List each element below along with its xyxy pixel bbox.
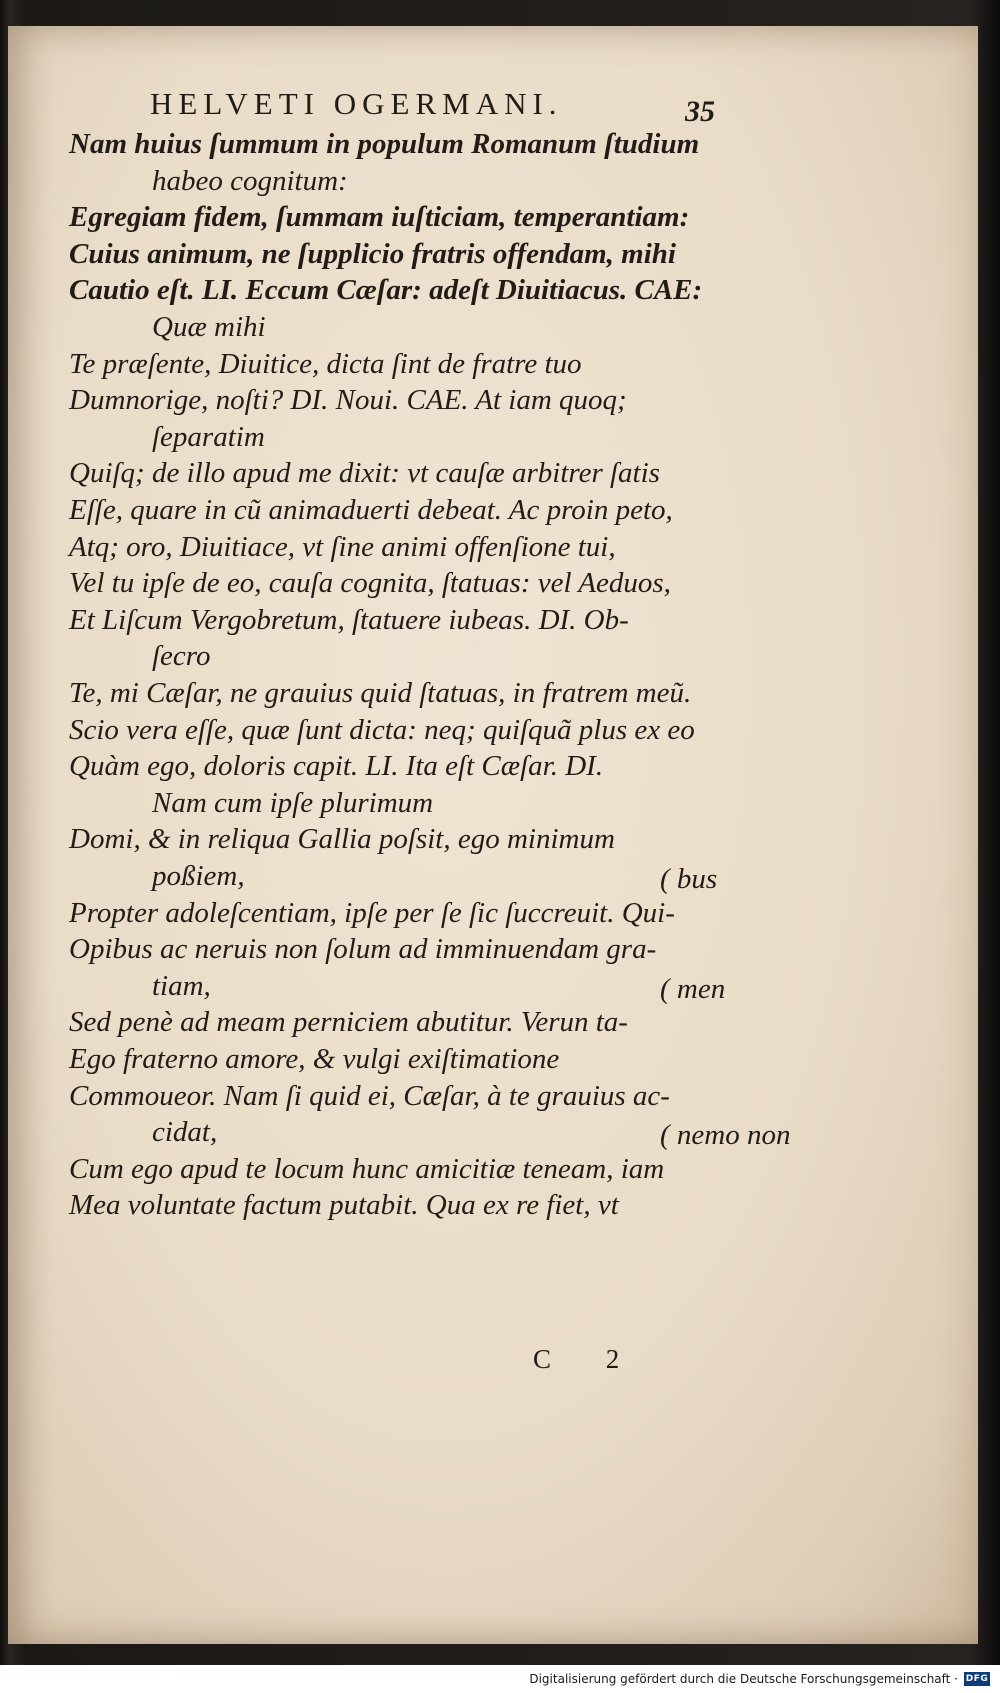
verse-line: habeo cognitum: bbox=[152, 164, 348, 197]
footer-credit-text: Digitalisierung gefördert durch die Deutsche Forschungsgemeinschaft · bbox=[529, 1672, 958, 1686]
verse-line: Cuius animum, ne ſupplicio fratris offendam, mihi bbox=[69, 237, 676, 270]
verse-line: poßiem, bbox=[152, 860, 245, 892]
verse-line: Atq; oro, Diuitiace, vt ſine animi offenſione tui, bbox=[69, 530, 616, 563]
verse-line: Et Liſcum Vergobretum, ſtatuere iubeas. DI. Ob- bbox=[69, 603, 629, 636]
verse-line: Quiſq; de illo apud me dixit: vt cauſæ arbitrer ſatis bbox=[69, 457, 660, 490]
running-head: HELVETI OGERMANI. bbox=[150, 86, 563, 121]
verse-line: Nam huius ſummum in populum Romanum ſtudium bbox=[69, 128, 700, 160]
dfg-logo-icon: DFG bbox=[965, 1674, 989, 1684]
verse-line: Te præſente, Diuitice, dicta ſint de fratre tuo bbox=[69, 347, 582, 380]
signature-mark: C 2 bbox=[533, 1344, 644, 1374]
verse-line: Eſſe, quare in cũ animaduerti debeat. Ac proin peto, bbox=[69, 494, 673, 526]
verse-line: Cum ego apud te locum hunc amicitiæ teneam, iam bbox=[69, 1152, 665, 1185]
verse-line: Quàm ego, doloris capit. LI. Ita eſt Cæſar. DI. bbox=[69, 750, 604, 783]
verse-line: Quæ mihi bbox=[152, 311, 266, 343]
verse-line: ſecro bbox=[152, 640, 211, 673]
verse-line: cidat, bbox=[152, 1116, 218, 1149]
verse-line: Cautio eſt. LI. Eccum Cæſar: adeſt Diuitiacus. CAE: bbox=[69, 274, 703, 307]
verse-line-tail: ( bus bbox=[660, 863, 718, 895]
verse-line: Vel tu ipſe de eo, cauſa cognita, ſtatuas: vel Aeduos, bbox=[69, 567, 671, 600]
verse-line: ſeparatim bbox=[152, 420, 265, 453]
verse-line: Te, mi Cæſar, ne grauius quid ſtatuas, in fratrem meũ. bbox=[69, 677, 692, 709]
verse-line-tail: ( nemo non bbox=[660, 1119, 791, 1152]
footer-credit bbox=[525, 1669, 994, 1689]
verse-line: tiam, bbox=[152, 969, 211, 1002]
verse-line: Scio vera eſſe, quæ ſunt dicta: neq; quiſquã plus ex eo bbox=[69, 713, 695, 746]
verse-line: Nam cum ipſe plurimum bbox=[152, 786, 434, 819]
verse-line-tail: ( men bbox=[660, 972, 726, 1005]
verse-line: Sed penè ad meam perniciem abutitur. Verun ta- bbox=[69, 1006, 628, 1039]
verse-line: Dumnorige, noſti? DI. Noui. CAE. At iam quoq; bbox=[69, 384, 627, 417]
verse-line: Ego fraterno amore, & vulgi exiſtimatione bbox=[69, 1043, 560, 1075]
verse-line: Domi, & in reliqua Gallia poſsit, ego minimum bbox=[69, 823, 615, 856]
verse-line: Opibus ac neruis non ſolum ad imminuendam gra- bbox=[69, 933, 657, 966]
page-number: 35 bbox=[685, 95, 715, 128]
verse-line: Commoueor. Nam ſi quid ei, Cæſar, à te grauius ac- bbox=[69, 1079, 670, 1112]
verse-line: Propter adoleſcentiam, ipſe per ſe ſic ſuccreuit. Qui- bbox=[69, 896, 675, 929]
verse-line: Mea voluntate factum putabit. Qua ex re fiet, vt bbox=[69, 1189, 619, 1222]
verse-line: Egregiam fidem, ſummam iuſticiam, temperantiam: bbox=[69, 201, 690, 234]
